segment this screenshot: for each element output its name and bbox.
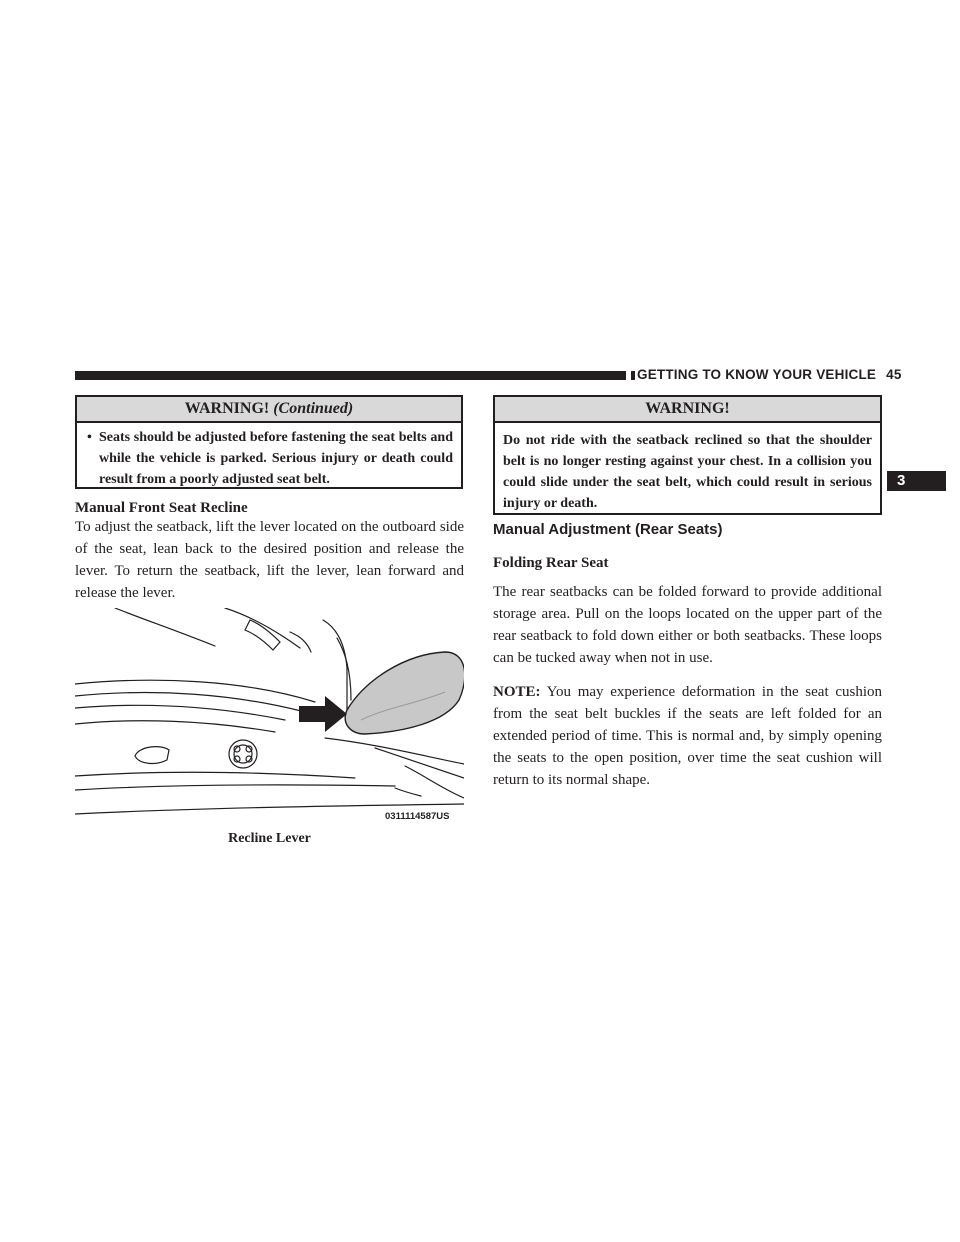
warning-continued-label: (Continued) [273, 400, 354, 417]
note-paragraph [493, 681, 882, 791]
page-number: 45 [886, 367, 902, 382]
figure-code: 0311114587US [385, 811, 450, 822]
warning-bullet-text: Seats should be adjusted before fastening the seat belts and while the vehicle is parked. Serious injury or death could result from a poorly adjusted seat belt. [99, 430, 453, 487]
warning-box-continued [75, 395, 463, 489]
warning-title: WARNING! [184, 400, 270, 417]
header-rule-tick [631, 371, 635, 380]
paragraph-front-seat-recline: To adjust the seatback, lift the lever located on the outboard side of the seat, lean back to the desired position and release the lever. To return the seatback, lift the lever, lean forward and release the lever. [75, 519, 464, 601]
warning-title: WARNING! [645, 400, 730, 417]
section-title: GETTING TO KNOW YOUR VEHICLE [637, 367, 877, 382]
warning-box [493, 395, 882, 515]
heading-folding-rear-seat: Folding Rear Seat [493, 555, 609, 571]
heading-manual-adjustment-rear-seats: Manual Adjustment (Rear Seats) [493, 521, 723, 538]
warning-text: Do not ride with the seatback reclined so that the shoulder belt is no longer resting against your chest. In a collision you could slide under the seat belt, which could result in serious injury or death. [503, 433, 872, 511]
recline-lever-shape [345, 652, 464, 734]
arrow-icon [299, 696, 347, 732]
warning-header [77, 397, 461, 423]
note-text: You may experience deformation in the seat cushion from the seat belt buckles if the seats are left folded for an extended period of time. This is normal and, by simply opening the seats to the open position, over time the seat cushion will return to its normal shape. [493, 684, 882, 788]
chapter-tab [887, 471, 946, 491]
heading-front-seat-recline: Manual Front Seat Recline [75, 500, 248, 516]
recline-lever-illustration [75, 608, 464, 822]
warning-bullet-item [77, 423, 461, 490]
chapter-number: 3 [897, 472, 906, 489]
header-rule [75, 371, 626, 380]
warning-header [495, 397, 880, 423]
paragraph-folding-rear-seat: The rear seatbacks can be folded forward to provide additional storage area. Pull on the loops located on the upper part of the rear seatback to fold down either or both seatbacks. These loops can be tucked away when not in use. [493, 584, 882, 666]
bullet-icon: • [87, 430, 92, 445]
note-label: NOTE: [493, 684, 541, 700]
figure-caption: Recline Lever [228, 831, 311, 846]
running-header [637, 367, 902, 382]
